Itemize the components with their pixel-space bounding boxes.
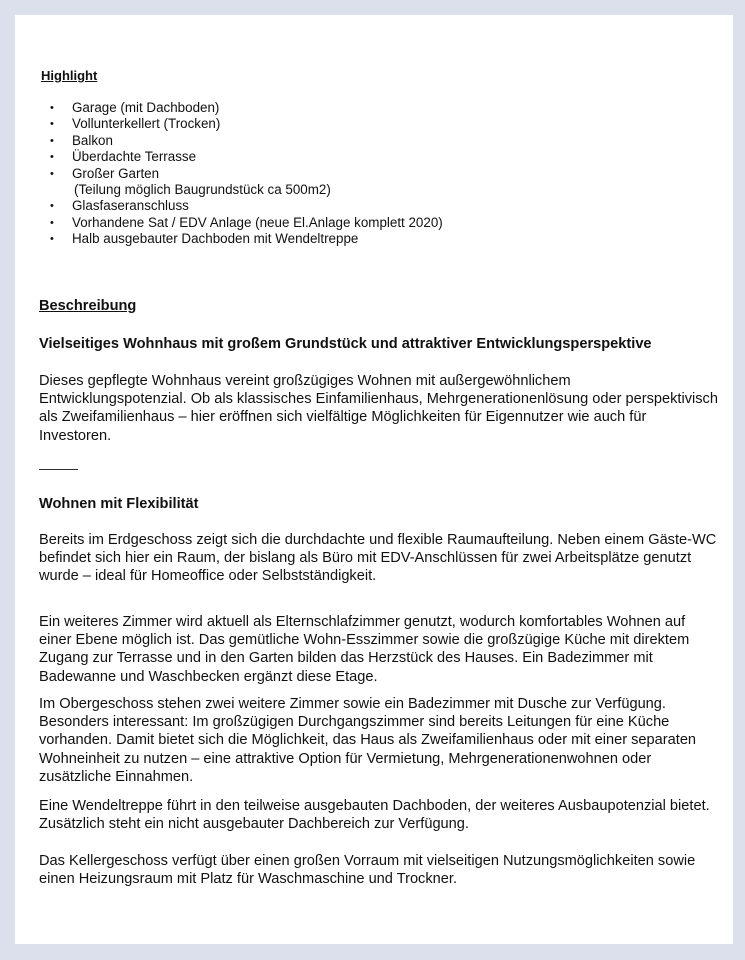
list-item: • Großer Garten [50, 165, 160, 181]
paragraph: Eine Wendeltreppe führt in den teilweise ausgebauten Dachboden, der weiteres Ausbaupotenzial bietet. Zusätzlich steht ein nicht ausgebauter Dachbereich zur Verfügung. [39, 798, 710, 833]
document-page [15, 15, 733, 944]
list-item: • Überdachte Terrasse [50, 149, 197, 165]
bullet-icon: • [50, 233, 54, 246]
highlight-list [41, 100, 443, 248]
list-item: • Vollunterkellert (Trocken) [50, 116, 221, 132]
list-item: • Vorhandene Sat / EDV Anlage (neue El.Anlage komplett 2020) [50, 214, 443, 230]
paragraph: Bereits im Erdgeschoss zeigt sich die durchdachte und flexible Raumaufteilung. Neben einem Gäste-WC befindet sich hier ein Raum, der bislang als Büro mit EDV-Anschlüssen für zwei Arbeitsplätze genutzt wurde – ideal für Homeoffice oder Selbstständigkeit. [39, 532, 717, 585]
list-item: • Balkon [50, 132, 113, 148]
list-item-note: (Teilung möglich Baugrundstück ca 500m2) [74, 182, 331, 198]
bullet-icon: • [50, 167, 54, 180]
list-item: • Glasfaseranschluss [50, 198, 189, 214]
list-item: • Halb ausgebauter Dachboden mit Wendeltreppe [50, 231, 359, 247]
section-heading-flexibility: Wohnen mit Flexibilität [39, 496, 199, 512]
list-item: • Garage (mit Dachboden) [50, 100, 220, 115]
highlight-heading: Highlight [41, 68, 98, 83]
intro-paragraph: Dieses gepflegte Wohnhaus vereint großzügiges Wohnen mit außergewöhnlichem Entwicklungspotenzial. Ob als klassisches Einfamilienhaus, Mehrgenerationenlösung oder perspektivisch als Zweifamilienhaus – hier eröffnen sich vielfältige Möglichkeiten für Eigennutzer wie auch für Investoren. [39, 373, 718, 444]
headline: Vielseitiges Wohnhaus mit großem Grundstück und attraktiver Entwicklungsperspektive [39, 336, 652, 352]
paragraph: Im Obergeschoss stehen zwei weitere Zimmer sowie ein Badezimmer mit Dusche zur Verfügung. Besonders interessant: Im großzügigen Durchgangszimmer sind bereits Leitungen für eine Küche vorhanden. Damit bietet sich die Möglichkeit, das Haus als Zweifamilienhaus oder mit einer separaten Wohneinheit zu nutzen – eine attraktive Option für Vermietung, Mehrgenerationenwohnen oder zusätzliche Einnahmen. [39, 696, 697, 785]
bullet-icon: • [50, 200, 54, 213]
beschreibung-heading: Beschreibung [39, 298, 137, 314]
bullet-icon: • [50, 102, 54, 114]
paragraph: Ein weiteres Zimmer wird aktuell als Elternschlafzimmer genutzt, wodurch komfortables Wohnen auf einer Ebene möglich ist. Das gemütliche Wohn-Esszimmer sowie die großzügige Küche mit direktem Zugang zur Terrasse und in den Garten bilden das Herzstück des Hauses. Ein Badezimmer mit Badewanne und Waschbecken ergänzt diese Etage. [39, 614, 690, 685]
bullet-icon: • [50, 216, 54, 229]
paragraph: Das Kellergeschoss verfügt über einen großen Vorraum mit vielseitigen Nutzungsmöglichkeiten sowie einen Heizungsraum mit Platz für Waschmaschine und Trockner. [39, 853, 696, 888]
bullet-icon: • [50, 134, 54, 147]
bullet-icon: • [50, 118, 54, 131]
bullet-icon: • [50, 151, 54, 164]
divider [39, 469, 78, 470]
